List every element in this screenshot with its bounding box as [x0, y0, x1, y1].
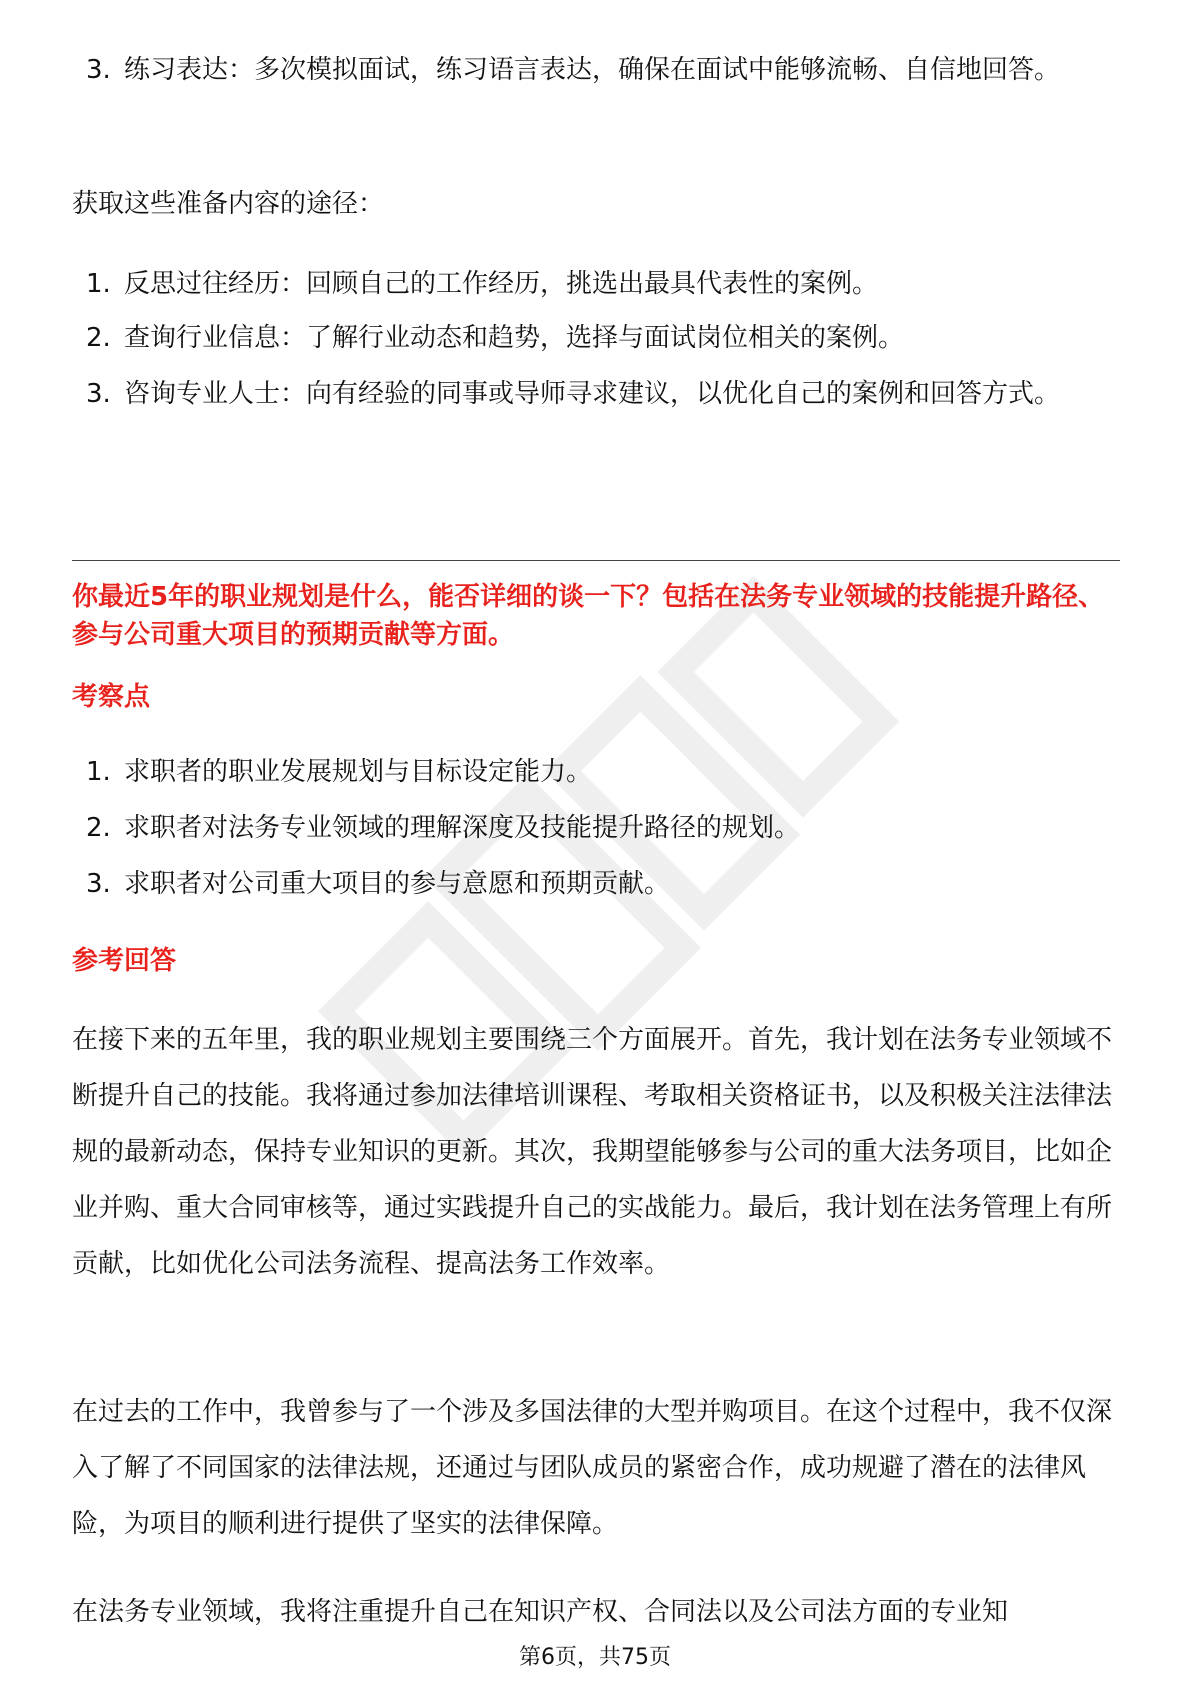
focus-heading: 考察点	[72, 682, 151, 712]
list-text: 求职者对公司重大项目的参与意愿和预期贡献。	[124, 869, 671, 899]
page-footer: 第6页，共75页	[519, 1645, 671, 1670]
list-text: 练习表达：多次模拟面试，练习语言表达，确保在面试中能够流畅、自信地回答。	[124, 55, 1061, 85]
list-item	[80, 308, 1120, 368]
list-number: 3.	[86, 869, 111, 899]
list-number: 2.	[86, 813, 111, 843]
sources-intro: 获取这些准备内容的途径：	[72, 189, 385, 219]
interview-question: 你最近5年的职业规划是什么，能否详细的谈一下？包括在法务专业领域的技能提升路径、参与公司重大项目的预期贡献等方面。	[72, 582, 1105, 650]
list-text: 求职者对法务专业领域的理解深度及技能提升路径的规划。	[124, 813, 801, 843]
list-number: 1.	[86, 269, 111, 299]
list-item	[80, 254, 1120, 314]
list-text: 咨询专业人士：向有经验的同事或导师寻求建议，以优化自己的案例和回答方式。	[124, 379, 1061, 409]
sources-list	[80, 254, 1120, 424]
focus-list	[80, 742, 1120, 914]
list-number: 3.	[86, 55, 111, 85]
list-item	[80, 742, 1120, 802]
list-item	[80, 798, 1120, 858]
list-item	[80, 854, 1120, 914]
answer-heading: 参考回答	[72, 946, 177, 976]
list-number: 1.	[86, 757, 111, 787]
list-text: 查询行业信息：了解行业动态和趋势，选择与面试岗位相关的案例。	[124, 323, 905, 353]
top-list	[80, 40, 1120, 100]
answer-paragraph: 在过去的工作中，我曾参与了一个涉及多国法律的大型并购项目。在这个过程中，我不仅深入了解了不同国家的法律法规，还通过与团队成员的紧密合作，成功规避了潜在的法律风险，为项目的顺利进行提供了坚实的法律保障。	[72, 1397, 1113, 1539]
answer-paragraph: 在法务专业领域，我将注重提升自己在知识产权、合同法以及公司法方面的专业知	[72, 1597, 1009, 1627]
list-item	[80, 364, 1120, 424]
list-item	[80, 40, 1120, 100]
section-divider	[72, 560, 1120, 561]
list-number: 3.	[86, 379, 111, 409]
answer-paragraph: 在接下来的五年里，我的职业规划主要围绕三个方面展开。首先，我计划在法务专业领域不断提升自己的技能。我将通过参加法律培训课程、考取相关资格证书，以及积极关注法律法规的最新动态，保持专业知识的更新。其次，我期望能够参与公司的重大法务项目，比如企业并购、重大合同审核等，通过实践提升自己的实战能力。最后，我计划在法务管理上有所贡献，比如优化公司法务流程、提高法务工作效率。	[72, 1025, 1113, 1279]
list-text: 反思过往经历：回顾自己的工作经历，挑选出最具代表性的案例。	[124, 269, 879, 299]
list-text: 求职者的职业发展规划与目标设定能力。	[124, 757, 593, 787]
list-number: 2.	[86, 323, 111, 353]
